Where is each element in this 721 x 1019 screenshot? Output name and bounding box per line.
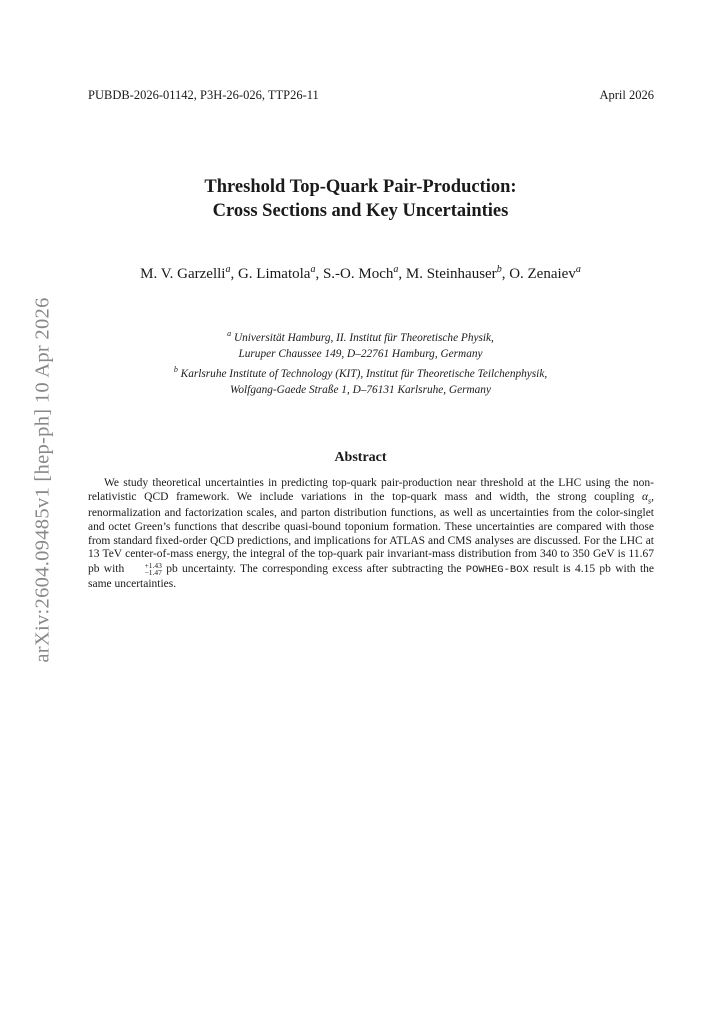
affiliations (0, 326, 721, 398)
title-line-1: Threshold Top-Quark Pair-Production: (204, 177, 517, 197)
abstract-text-segment: We study theoretical uncertainties in predicting top-quark pair-production near threshold at the LHC using the non-relativistic QCD framework. We include variations in the top-quark mass and width, the strong coupling (88, 477, 654, 503)
paper-title (0, 175, 721, 223)
affiliation-mark: a (227, 329, 232, 338)
title-line-2: Cross Sections and Key Uncertainties (212, 201, 509, 221)
affiliation-text: Universität Hamburg, II. Institut für Theoretische Physik, (233, 331, 494, 344)
abstract-paragraph (88, 477, 654, 591)
code-name: POWHEG-BOX (465, 564, 529, 576)
abstract-body (88, 477, 654, 591)
author-name: M. V. Garzelli (140, 266, 226, 282)
author-separator: , (501, 266, 510, 282)
author-name: O. Zenaiev (509, 266, 576, 282)
abstract-text-segment: result is 4.15 pb with the same uncertainties. (88, 563, 655, 590)
author-separator: , (315, 266, 323, 282)
uncertainty-minus: −1.47 (144, 568, 162, 578)
author-separator: , (230, 266, 238, 282)
author-name: G. Limatola (237, 266, 311, 282)
affiliation-address: Luruper Chaussee 149, D–22761 Hamburg, Germany (238, 347, 483, 360)
abstract-text-segment: pb uncertainty. The corresponding excess after subtracting the (161, 563, 466, 575)
uncertainty-plus: +1.43 (144, 560, 162, 570)
author-affiliation-mark: a (393, 264, 399, 275)
arxiv-identifier-stamp: arXiv:2604.09485v1 [hep-ph] 10 Apr 2026 (31, 297, 54, 663)
author-affiliation-mark: a (225, 264, 231, 275)
affiliation-line (0, 326, 721, 346)
abstract-text-segment: , renormalization and factorization scales, and parton distribution functions, as well as uncertainties from the color-singlet and octet Green’s functions that describe quasi-bound toponium formation. These uncertainties are compared with those from standard fixed-order QCD predictions, and implications for ATLAS and CMS analyses are discussed. For the LHC at 13 TeV center-of-mass energy, the integral of the top-quark pair invariant-mass distribution from 340 to 350 GeV is 11.67 pb with (88, 490, 654, 575)
report-date: April 2026 (599, 88, 654, 102)
uncertainty-notation (129, 562, 162, 577)
author-list (0, 264, 721, 283)
abstract-heading: Abstract (334, 450, 387, 465)
author-separator: , (398, 266, 406, 282)
alpha-subscript: s (648, 495, 652, 505)
affiliation-line (0, 362, 721, 382)
alpha-symbol: α (641, 490, 648, 503)
affiliation-mark: b (173, 365, 178, 375)
author-name: M. Steinhauser (405, 266, 497, 282)
affiliation-text: Karlsruhe Institute of Technology (KIT), Institut für Theoretische Teilchenphysik, (180, 367, 548, 380)
author-affiliation-mark: a (310, 264, 316, 275)
affiliation-address: Wolfgang-Gaede Straße 1, D–76131 Karlsruhe, Germany (230, 384, 491, 397)
report-numbers: PUBDB-2026-01142, P3H-26-026, TTP26-11 (88, 88, 319, 102)
author-affiliation-mark: b (496, 264, 502, 275)
author-name: S.-O. Moch (322, 266, 394, 282)
author-affiliation-mark: a (575, 264, 581, 275)
